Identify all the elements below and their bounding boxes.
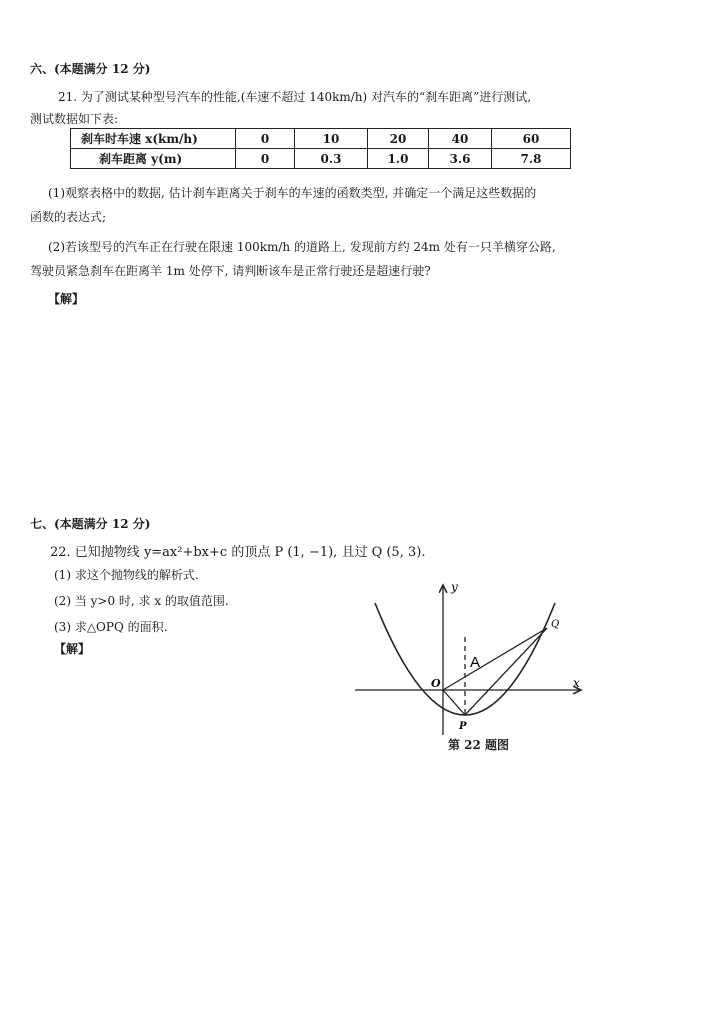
table-cell: 3.6: [429, 149, 492, 169]
table-cell: 0: [236, 149, 295, 169]
table-cell: 7.8: [492, 149, 571, 169]
segment-pq: [465, 628, 547, 715]
row-label-speed: 刹车时车速 x(km/h): [71, 129, 236, 149]
table-row: [71, 129, 571, 149]
q21-intro-line2: 测试数据如下表:: [30, 112, 119, 126]
origin-label: O: [431, 677, 441, 690]
table-cell: 60: [492, 129, 571, 149]
row-label-distance: 刹车距离 y(m): [71, 149, 236, 169]
y-axis-label: y: [451, 580, 458, 594]
point-p-label: P: [459, 721, 467, 732]
table-cell: 20: [368, 129, 429, 149]
figure-caption: 第 22 题图: [448, 738, 510, 752]
segment-op: [443, 690, 465, 715]
table-cell: 10: [295, 129, 368, 149]
segment-oq: [443, 628, 547, 690]
q22-answer-label: 【解】: [54, 642, 91, 656]
table-cell: 0: [236, 129, 295, 149]
q21-part2-line1: (2)若该型号的汽车正在行驶在限速 100km/h 的道路上, 发现前方约 24m 处有一只羊横穿公路,: [48, 240, 556, 254]
q21-part1-line1: (1)观察表格中的数据, 估计刹车距离关于刹车的车速的函数类型, 并确定一个满足这些数据的: [48, 186, 537, 200]
section-6-title: 六、(本题满分 12 分): [30, 62, 151, 76]
table-cell: 1.0: [368, 149, 429, 169]
q22-part3: (3) 求△OPQ 的面积.: [54, 620, 168, 634]
q21-part1-line2: 函数的表达式;: [30, 210, 107, 224]
q21-intro-line1: 21. 为了测试某种型号汽车的性能,(车速不超过 140km/h) 对汽车的“刹车距离”进行测试,: [58, 90, 532, 104]
table-cell: 40: [429, 129, 492, 149]
point-q-label: Q: [551, 619, 560, 630]
q22-part2: (2) 当 y>0 时, 求 x 的取值范围.: [54, 594, 229, 608]
table-row: [71, 149, 571, 169]
section-7-title: 七、(本题满分 12 分): [30, 517, 151, 531]
parabola-figure: [355, 575, 595, 735]
table-cell: 0.3: [295, 149, 368, 169]
q22-intro: 22. 已知抛物线 y=ax²+bx+c 的顶点 P (1, −1), 且过 Q (5, 3).: [50, 545, 426, 560]
x-axis-label: x: [573, 676, 580, 690]
q21-answer-label: 【解】: [48, 292, 85, 306]
braking-data-table: [70, 128, 571, 169]
q22-part1: (1) 求这个抛物线的解析式.: [54, 568, 199, 582]
q21-part2-line2: 驾驶员紧急刹车在距离羊 1m 处停下, 请判断该车是正常行驶还是超速行驶?: [30, 264, 431, 278]
point-a-label: A: [470, 654, 481, 671]
